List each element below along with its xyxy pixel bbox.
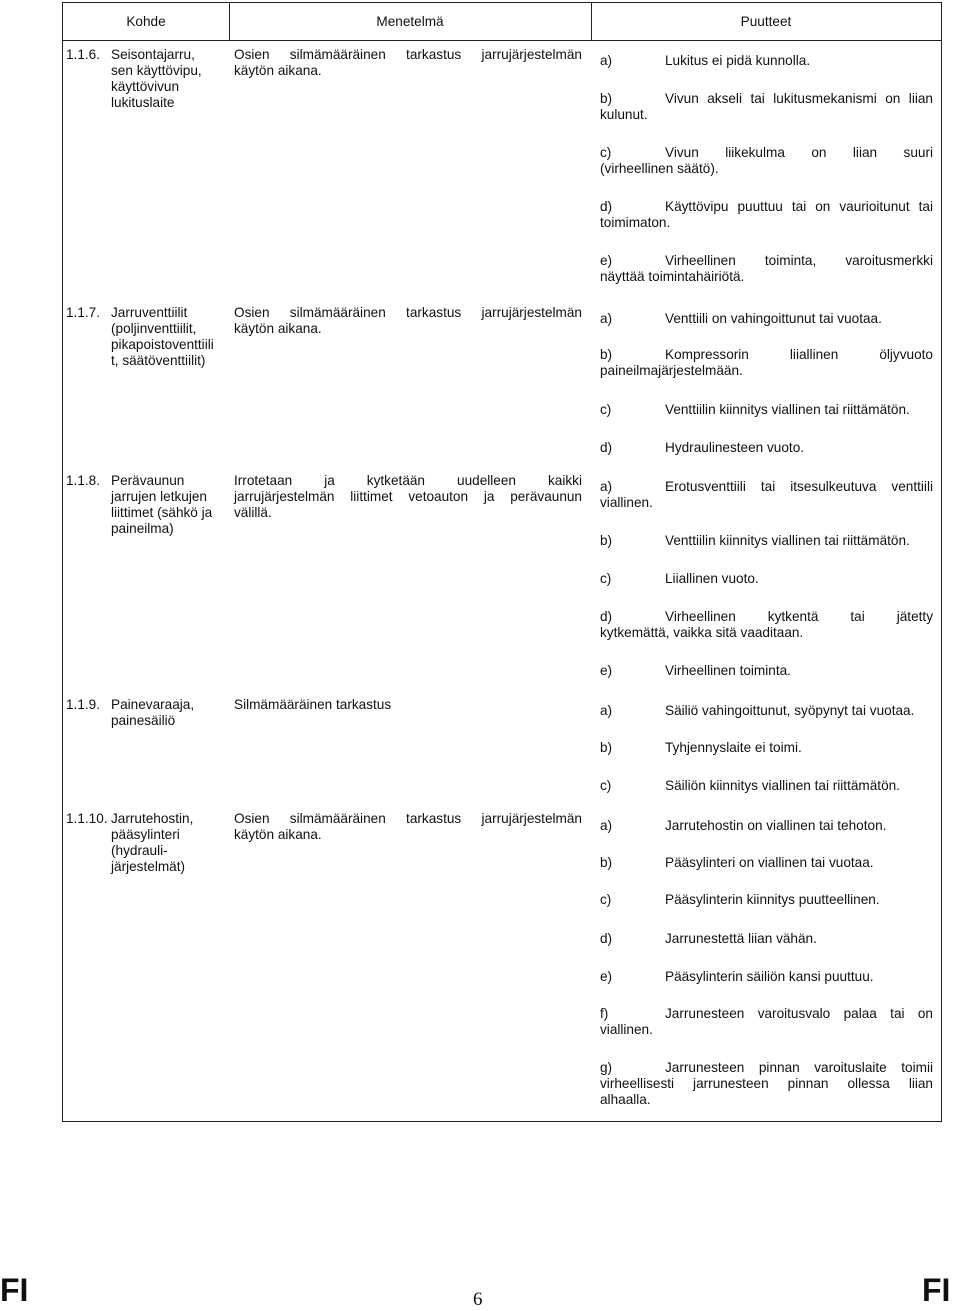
defect-letter: d) xyxy=(600,440,613,455)
item-object: pikapoistoventtiili xyxy=(111,337,214,352)
item-method: välillä. xyxy=(234,505,272,520)
defect-letter: d) xyxy=(600,609,613,624)
item-object: painesäiliö xyxy=(111,713,176,728)
item-object: järjestelmät) xyxy=(111,859,186,874)
defect-text: Säiliö vahingoittunut, syöpynyt tai vuotaa. xyxy=(665,703,915,718)
defect-text-cont: (virheellinen säätö). xyxy=(600,161,719,176)
defect-text: Jarrutehostin on viallinen tai tehoton. xyxy=(665,818,887,833)
table-header xyxy=(63,3,941,41)
defect-text: Erotusventtiili tai itsesulkeutuva venttiili xyxy=(665,479,933,494)
item-method: Irrotetaan ja kytketään uudelleen kaikki xyxy=(234,473,582,488)
item-method: käytön aikana. xyxy=(234,321,322,336)
item-object: pääsylinteri xyxy=(111,827,180,842)
defect-text: Liiallinen vuoto. xyxy=(665,571,759,586)
defect-text: Käyttövipu puuttuu tai on vaurioitunut tai xyxy=(665,199,933,214)
item-object: käyttövivun xyxy=(111,79,180,94)
item-object: lukituslaite xyxy=(111,95,175,110)
defect-text: Pääsylinterin säiliön kansi puuttuu. xyxy=(665,969,874,984)
defect-letter: c) xyxy=(600,571,612,586)
defect-text-cont: toimimaton. xyxy=(600,215,671,230)
defect-letter: b) xyxy=(600,855,613,870)
item-method: käytön aikana. xyxy=(234,827,322,842)
item-number: 1.1.9. xyxy=(66,697,101,712)
defect-letter: a) xyxy=(600,479,613,494)
item-number: 1.1.6. xyxy=(66,47,101,62)
item-method: jarrujärjestelmän liittimet vetoauton ja perävaunun xyxy=(234,489,582,504)
defect-text-cont: näyttää toimintahäiriötä. xyxy=(600,269,745,284)
defect-text-cont: alhaalla. xyxy=(600,1092,651,1107)
defect-text-cont: viallinen. xyxy=(600,1022,653,1037)
defect-text: Säiliön kiinnitys viallinen tai riittämätön. xyxy=(665,778,900,793)
defect-letter: a) xyxy=(600,703,613,718)
defect-text: Lukitus ei pidä kunnolla. xyxy=(665,53,811,68)
defect-text: Hydraulinesteen vuoto. xyxy=(665,440,805,455)
defect-text-cont: paineilmajärjestelmään. xyxy=(600,363,743,378)
item-object: Jarruventtiilit xyxy=(111,305,188,320)
item-number: 1.1.10. xyxy=(66,811,108,826)
defect-letter: b) xyxy=(600,740,613,755)
item-object: (poljinventtiilit, xyxy=(111,321,197,336)
defect-text: Virheellinen toiminta, varoitusmerkki xyxy=(665,253,933,268)
defect-letter: a) xyxy=(600,53,613,68)
defect-letter: a) xyxy=(600,311,613,326)
header-puutteet: Puutteet xyxy=(740,14,792,29)
defect-letter: g) xyxy=(600,1060,613,1075)
item-object: paineilma) xyxy=(111,521,174,536)
item-method: Osien silmämääräinen tarkastus jarrujärjestelmän xyxy=(234,305,582,320)
defect-letter: f) xyxy=(600,1006,609,1021)
item-object: t, säätöventtiilit) xyxy=(111,353,206,368)
defect-letter: c) xyxy=(600,402,612,417)
defect-letter: d) xyxy=(600,931,613,946)
inspection-table xyxy=(62,2,942,1122)
defect-text-cont: kytkemättä, vaikka sitä vaaditaan. xyxy=(600,625,804,640)
defect-text-cont: virheellisesti jarrunesteen pinnan ollessa liian xyxy=(600,1076,933,1091)
defect-text: Jarrunesteen varoitusvalo palaa tai on xyxy=(665,1006,933,1021)
item-object: jarrujen letkujen xyxy=(111,489,207,504)
item-number: 1.1.7. xyxy=(66,305,101,320)
defect-letter: d) xyxy=(600,199,613,214)
defect-text: Virheellinen kytkentä tai jätetty xyxy=(665,609,933,624)
item-object: Seisontajarru, xyxy=(111,47,195,62)
item-method: käytön aikana. xyxy=(234,63,322,78)
defect-letter: b) xyxy=(600,91,613,106)
defect-text: Vivun akseli tai lukitusmekanismi on liian xyxy=(665,91,933,106)
defect-text: Vivun liikekulma on liian suuri xyxy=(665,145,933,160)
defect-text: Virheellinen toiminta. xyxy=(665,663,791,678)
defect-text-cont: kulunut. xyxy=(600,107,648,122)
item-object: Painevaraaja, xyxy=(111,697,195,712)
defect-text: Venttiilin kiinnitys viallinen tai riittämätön. xyxy=(665,533,910,548)
item-method: Osien silmämääräinen tarkastus jarrujärjestelmän xyxy=(234,47,582,62)
defect-text: Venttiili on vahingoittunut tai vuotaa. xyxy=(665,311,882,326)
header-menetelma: Menetelmä xyxy=(376,14,444,29)
item-object: Jarrutehostin, xyxy=(111,811,194,826)
footer-lang-left: FI xyxy=(0,1272,29,1308)
defect-letter: e) xyxy=(600,663,613,678)
item-object: sen käyttövipu, xyxy=(111,63,202,78)
page-number: 6 xyxy=(473,1289,483,1310)
item-object: (hydrauli- xyxy=(111,843,168,858)
defect-text: Pääsylinterin kiinnitys puutteellinen. xyxy=(665,892,880,907)
defect-letter: e) xyxy=(600,969,613,984)
item-method: Osien silmämääräinen tarkastus jarrujärjestelmän xyxy=(234,811,582,826)
defect-letter: e) xyxy=(600,253,613,268)
defect-text: Tyhjennyslaite ei toimi. xyxy=(665,740,802,755)
defect-letter: b) xyxy=(600,347,613,362)
defect-text: Kompressorin liiallinen öljyvuoto xyxy=(665,347,933,362)
defect-text: Jarrunesteen pinnan varoituslaite toimii xyxy=(665,1060,933,1075)
defect-letter: c) xyxy=(600,778,612,793)
defect-letter: b) xyxy=(600,533,613,548)
defect-letter: a) xyxy=(600,818,613,833)
defect-letter: c) xyxy=(600,892,612,907)
item-object: Perävaunun xyxy=(111,473,185,488)
item-object: liittimet (sähkö ja xyxy=(111,505,213,520)
defect-letter: c) xyxy=(600,145,612,160)
item-number: 1.1.8. xyxy=(66,473,101,488)
defect-text: Pääsylinteri on viallinen tai vuotaa. xyxy=(665,855,874,870)
footer-lang-right: FI xyxy=(922,1272,951,1308)
header-kohde: Kohde xyxy=(126,14,166,29)
defect-text-cont: viallinen. xyxy=(600,495,653,510)
defect-text: Jarrunestettä liian vähän. xyxy=(665,931,817,946)
item-method: Silmämääräinen tarkastus xyxy=(234,697,392,712)
defect-text: Venttiilin kiinnitys viallinen tai riittämätön. xyxy=(665,402,910,417)
